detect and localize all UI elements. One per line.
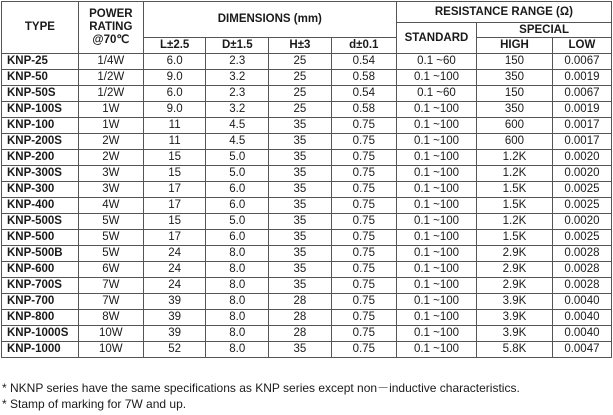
d-cell: 8.0 [206,326,269,342]
standard-cell: 0.1 ~100 [396,166,476,182]
power-header-line2: RATING [89,21,133,33]
low-cell: 0.0025 [552,182,611,198]
type-cell: KNP-50S [2,86,79,102]
h-cell: 25 [269,54,332,70]
d-cell: 2.3 [206,54,269,70]
table-row [2,166,612,182]
h-cell: 35 [269,246,332,262]
h-cell: 35 [269,262,332,278]
d-cell: 0.75 [331,294,396,310]
d-cell: 4.5 [206,134,269,150]
high-cell: 1.5K [477,198,553,214]
power-cell: 1W [78,118,143,134]
standard-cell: 0.1 ~100 [396,118,476,134]
low-cell: 0.0040 [552,310,611,326]
standard-cell: 0.1 ~100 [396,182,476,198]
table-row [2,278,612,294]
d-cell: 0.75 [331,326,396,342]
table-row [2,118,612,134]
footnote-inductive: * NKNP series have the same specifications as KNP series except non－inductive characteristics. [2,381,520,395]
high-cell: 600 [477,118,553,134]
h-cell: 28 [269,294,332,310]
l-cell: 24 [143,278,206,294]
d-cell: 2.3 [206,86,269,102]
d-cell: 0.75 [331,198,396,214]
low-cell: 0.0028 [552,278,611,294]
l-cell: 11 [143,134,206,150]
d-cell: 0.54 [331,54,396,70]
standard-cell: 0.1 ~60 [396,86,476,102]
high-cell: 150 [477,86,553,102]
l-cell: 15 [143,214,206,230]
power-rating-header [78,2,143,54]
l-cell: 17 [143,198,206,214]
low-cell: 0.0025 [552,198,611,214]
standard-cell: 0.1 ~100 [396,214,476,230]
h-cell: 25 [269,70,332,86]
high-cell: 3.9K [477,310,553,326]
standard-cell: 0.1 ~100 [396,310,476,326]
d-cell: 6.0 [206,182,269,198]
resistance-range-header: RESISTANCE RANGE (Ω) [396,2,611,23]
l-cell: 15 [143,166,206,182]
type-cell: KNP-700S [2,278,79,294]
d-cell: 0.75 [331,262,396,278]
standard-cell: 0.1 ~100 [396,70,476,86]
power-cell: 1/2W [78,86,143,102]
type-cell: KNP-600 [2,262,79,278]
d-cell: 8.0 [206,246,269,262]
d-cell: 0.75 [331,230,396,246]
standard-cell: 0.1 ~100 [396,230,476,246]
standard-cell: 0.1 ~100 [396,246,476,262]
type-cell: KNP-800 [2,310,79,326]
l-cell: 39 [143,310,206,326]
low-cell: 0.0017 [552,118,611,134]
type-cell: KNP-1000 [2,342,79,358]
power-cell: 4W [78,198,143,214]
table-row [2,54,612,70]
high-cell: 350 [477,70,553,86]
standard-cell: 0.1 ~100 [396,326,476,342]
high-header: HIGH [477,38,553,54]
l-cell: 24 [143,246,206,262]
high-cell: 2.9K [477,278,553,294]
h-cell: 35 [269,182,332,198]
d-cell: 0.58 [331,102,396,118]
power-cell: 5W [78,230,143,246]
power-cell: 6W [78,262,143,278]
high-cell: 1.5K [477,182,553,198]
d-cell: 8.0 [206,294,269,310]
low-cell: 0.0028 [552,246,611,262]
table-row [2,70,612,86]
power-header-line1: POWER [89,8,133,20]
standard-cell: 0.1 ~100 [396,342,476,358]
type-cell: KNP-700 [2,294,79,310]
power-cell: 2W [78,150,143,166]
type-cell: KNP-500S [2,214,79,230]
low-cell: 0.0020 [552,166,611,182]
d-cell: 8.0 [206,342,269,358]
table-row [2,310,612,326]
l-cell: 9.0 [143,70,206,86]
dimensions-header: DIMENSIONS (mm) [143,2,396,38]
high-cell: 2.9K [477,246,553,262]
standard-cell: 0.1 ~100 [396,262,476,278]
d-cell: 8.0 [206,262,269,278]
table-row [2,198,612,214]
low-cell: 0.0017 [552,134,611,150]
type-cell: KNP-300S [2,166,79,182]
type-cell: KNP-100S [2,102,79,118]
low-cell: 0.0019 [552,102,611,118]
table-row [2,150,612,166]
type-cell: KNP-500B [2,246,79,262]
low-header: LOW [552,38,611,54]
h-cell: 35 [269,198,332,214]
h-cell: 28 [269,326,332,342]
d-cell: 0.58 [331,70,396,86]
d-cell: 0.75 [331,310,396,326]
high-cell: 350 [477,102,553,118]
l-cell: 52 [143,342,206,358]
d-cell: 4.5 [206,118,269,134]
standard-cell: 0.1 ~100 [396,198,476,214]
high-cell: 3.9K [477,294,553,310]
low-cell: 0.0067 [552,54,611,70]
d-cell: 5.0 [206,214,269,230]
table-row [2,102,612,118]
standard-cell: 0.1 ~100 [396,294,476,310]
type-cell: KNP-100 [2,118,79,134]
l-cell: 9.0 [143,102,206,118]
power-cell: 1W [78,102,143,118]
standard-cell: 0.1 ~100 [396,150,476,166]
h-cell: 28 [269,310,332,326]
type-cell: KNP-25 [2,54,79,70]
high-cell: 5.8K [477,342,553,358]
l-cell: 39 [143,294,206,310]
table-header [2,2,612,54]
special-header: SPECIAL [477,23,612,38]
h-cell: 35 [269,166,332,182]
d-cell: 6.0 [206,230,269,246]
length-header: L±2.5 [143,38,206,54]
h-cell: 25 [269,86,332,102]
power-cell: 3W [78,182,143,198]
high-cell: 1.2K [477,150,553,166]
d-cell: 3.2 [206,70,269,86]
d-cell: 0.75 [331,150,396,166]
power-cell: 5W [78,246,143,262]
lead-length-header: H±3 [269,38,332,54]
power-cell: 7W [78,294,143,310]
d-cell: 0.75 [331,166,396,182]
d-cell: 0.54 [331,86,396,102]
d-cell: 0.75 [331,342,396,358]
h-cell: 25 [269,102,332,118]
h-cell: 35 [269,342,332,358]
d-cell: 0.75 [331,214,396,230]
low-cell: 0.0040 [552,294,611,310]
l-cell: 17 [143,230,206,246]
power-cell: 10W [78,326,143,342]
d-cell: 0.75 [331,134,396,150]
d-cell: 8.0 [206,310,269,326]
power-cell: 10W [78,342,143,358]
table-row [2,294,612,310]
power-cell: 1/4W [78,54,143,70]
type-cell: KNP-400 [2,198,79,214]
power-cell: 7W [78,278,143,294]
l-cell: 39 [143,326,206,342]
d-cell: 0.75 [331,182,396,198]
power-cell: 2W [78,134,143,150]
d-cell: 8.0 [206,278,269,294]
high-cell: 1.2K [477,214,553,230]
h-cell: 35 [269,230,332,246]
l-cell: 6.0 [143,54,206,70]
table-row [2,86,612,102]
table-row [2,326,612,342]
d-cell: 5.0 [206,150,269,166]
table-row [2,262,612,278]
low-cell: 0.0025 [552,230,611,246]
power-cell: 1/2W [78,70,143,86]
high-cell: 1.2K [477,166,553,182]
diameter-header: D±1.5 [206,38,269,54]
table-row [2,182,612,198]
h-cell: 35 [269,214,332,230]
h-cell: 35 [269,118,332,134]
high-cell: 1.5K [477,230,553,246]
table-row [2,134,612,150]
h-cell: 35 [269,134,332,150]
standard-cell: 0.1 ~100 [396,134,476,150]
high-cell: 2.9K [477,262,553,278]
type-cell: KNP-1000S [2,326,79,342]
l-cell: 11 [143,118,206,134]
low-cell: 0.0019 [552,70,611,86]
high-cell: 600 [477,134,553,150]
low-cell: 0.0047 [552,342,611,358]
type-header: TYPE [2,2,79,54]
power-cell: 5W [78,214,143,230]
low-cell: 0.0020 [552,214,611,230]
l-cell: 17 [143,182,206,198]
table-body [2,54,612,358]
table-row [2,246,612,262]
high-cell: 3.9K [477,326,553,342]
power-cell: 8W [78,310,143,326]
d-cell: 3.2 [206,102,269,118]
low-cell: 0.0028 [552,262,611,278]
low-cell: 0.0020 [552,150,611,166]
table-row [2,342,612,358]
footnote-stamp: * Stamp of marking for 7W and up. [2,397,187,411]
table-row [2,214,612,230]
standard-cell: 0.1 ~100 [396,102,476,118]
lead-diameter-header: d±0.1 [331,38,396,54]
high-cell: 150 [477,54,553,70]
type-cell: KNP-50 [2,70,79,86]
l-cell: 15 [143,150,206,166]
l-cell: 24 [143,262,206,278]
standard-header: STANDARD [396,23,476,54]
h-cell: 35 [269,150,332,166]
resistor-spec-table [1,1,612,358]
type-cell: KNP-200S [2,134,79,150]
d-cell: 6.0 [206,198,269,214]
type-cell: KNP-300 [2,182,79,198]
d-cell: 0.75 [331,246,396,262]
h-cell: 35 [269,278,332,294]
d-cell: 0.75 [331,278,396,294]
type-cell: KNP-200 [2,150,79,166]
d-cell: 0.75 [331,118,396,134]
power-header-line3: @70℃ [92,34,130,46]
standard-cell: 0.1 ~60 [396,54,476,70]
standard-cell: 0.1 ~100 [396,278,476,294]
power-cell: 3W [78,166,143,182]
low-cell: 0.0067 [552,86,611,102]
l-cell: 6.0 [143,86,206,102]
table-row [2,230,612,246]
low-cell: 0.0040 [552,326,611,342]
type-cell: KNP-500 [2,230,79,246]
footnotes [2,380,520,412]
d-cell: 5.0 [206,166,269,182]
